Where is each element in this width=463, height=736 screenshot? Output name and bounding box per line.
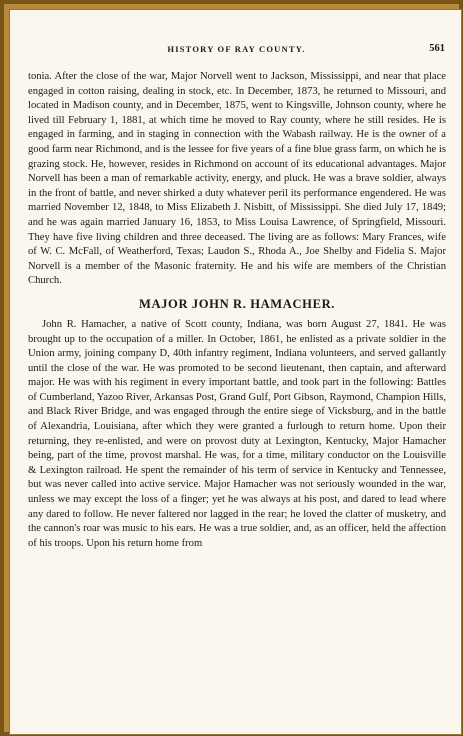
page-header xyxy=(10,44,462,60)
book-page xyxy=(9,9,462,735)
paragraph-hamacher: John R. Hamacher, a native of Scott county, Indiana, was born August 27, 1841. He was brought up to the occupation of a miller. In October, 1861, he enlisted as a private soldier in the Union army, joining company D, 40th infantry regiment, Indiana volunteers, and served gallantly until the close of the war. He was promoted to be second lieutenant, then captain, and afterward major. He was with his regiment in every important battle, and took part in the following: Battles of Cumberland, Yazoo River, Arkansas Post, Grand Gulf, Port Gibson, Raymond, Champion Hills, and Black River Bridge, and was engaged through the entire siege of Vicksburg, and in the battle of Alexandria, Louisiana, after which they were granted a furlough to return home. Upon their returning, they re-enlisted, and were on provost duty at Lexington, Kentucky, Major Hamacher being, part of the time, provost marshal. He was, for a time, military conductor on the Louisville & Lexington railroad. He spent the remainder of his term of service in Kentucky and Tennessee, but was never called into active service. Major Hamacher was not seriously wounded in the war, unless we may except the loss of a finger; yet he was always at his post, and dared to lead where any dared to follow. He never faltered nor lagged in the rear; he loved the clatter of musketry, and the cannon's roar was music to his ears. He was a true soldier, and, as an officer, held the affection of his troops. Upon his return home from xyxy=(28,318,447,549)
page-body xyxy=(28,70,446,551)
running-title: HISTORY OF RAY COUNTY. xyxy=(167,44,306,54)
section-heading: MAJOR JOHN R. HAMACHER. xyxy=(138,296,336,311)
page-number: 561 xyxy=(429,43,445,54)
paragraph-norvell: tonia. After the close of the war, Major Norvell went to Jackson, Mississippi, and near that place engaged in cotton raising, dealing in stock, etc. In December, 1873, he returned to Missouri, and located in Madison county, and in December, 1875, went to Kingsville, Johnson county, where he lived till February 1, 1881, at which time he moved to Ray county, where he still resides. He is engaged in farming, and in staging in connection with the Wabash railway. He is the owner of a good farm near Richmond, and is the lessee for five years of a fine blue grass farm, on which he is grazing stock. He, however, resides in Richmond on account of its educational advantages. Major Norvell has been a man of remarkable activity, energy, and pluck. He was a brave soldier, always in the front of battle, and never shirked a duty whatever peril its performance engendered. He was married November 12, 1848, to Miss Elizabeth J. Nisbitt, of Mississippi. She died July 17, 1849; and he was again married January 16, 1853, to Miss Louisa Lawrence, of Springfield, Missouri. They have five living children and three deceased. The living are as follows: Mary Frances, wife of W. C. McFall, of Weatherford, Texas; Laudon S., Rhoda A., Joe Shelby and Fidelia S. Major Norvell is a member of the Masonic fraternity. He and his wife are members of the Christian Church. xyxy=(28,71,446,287)
